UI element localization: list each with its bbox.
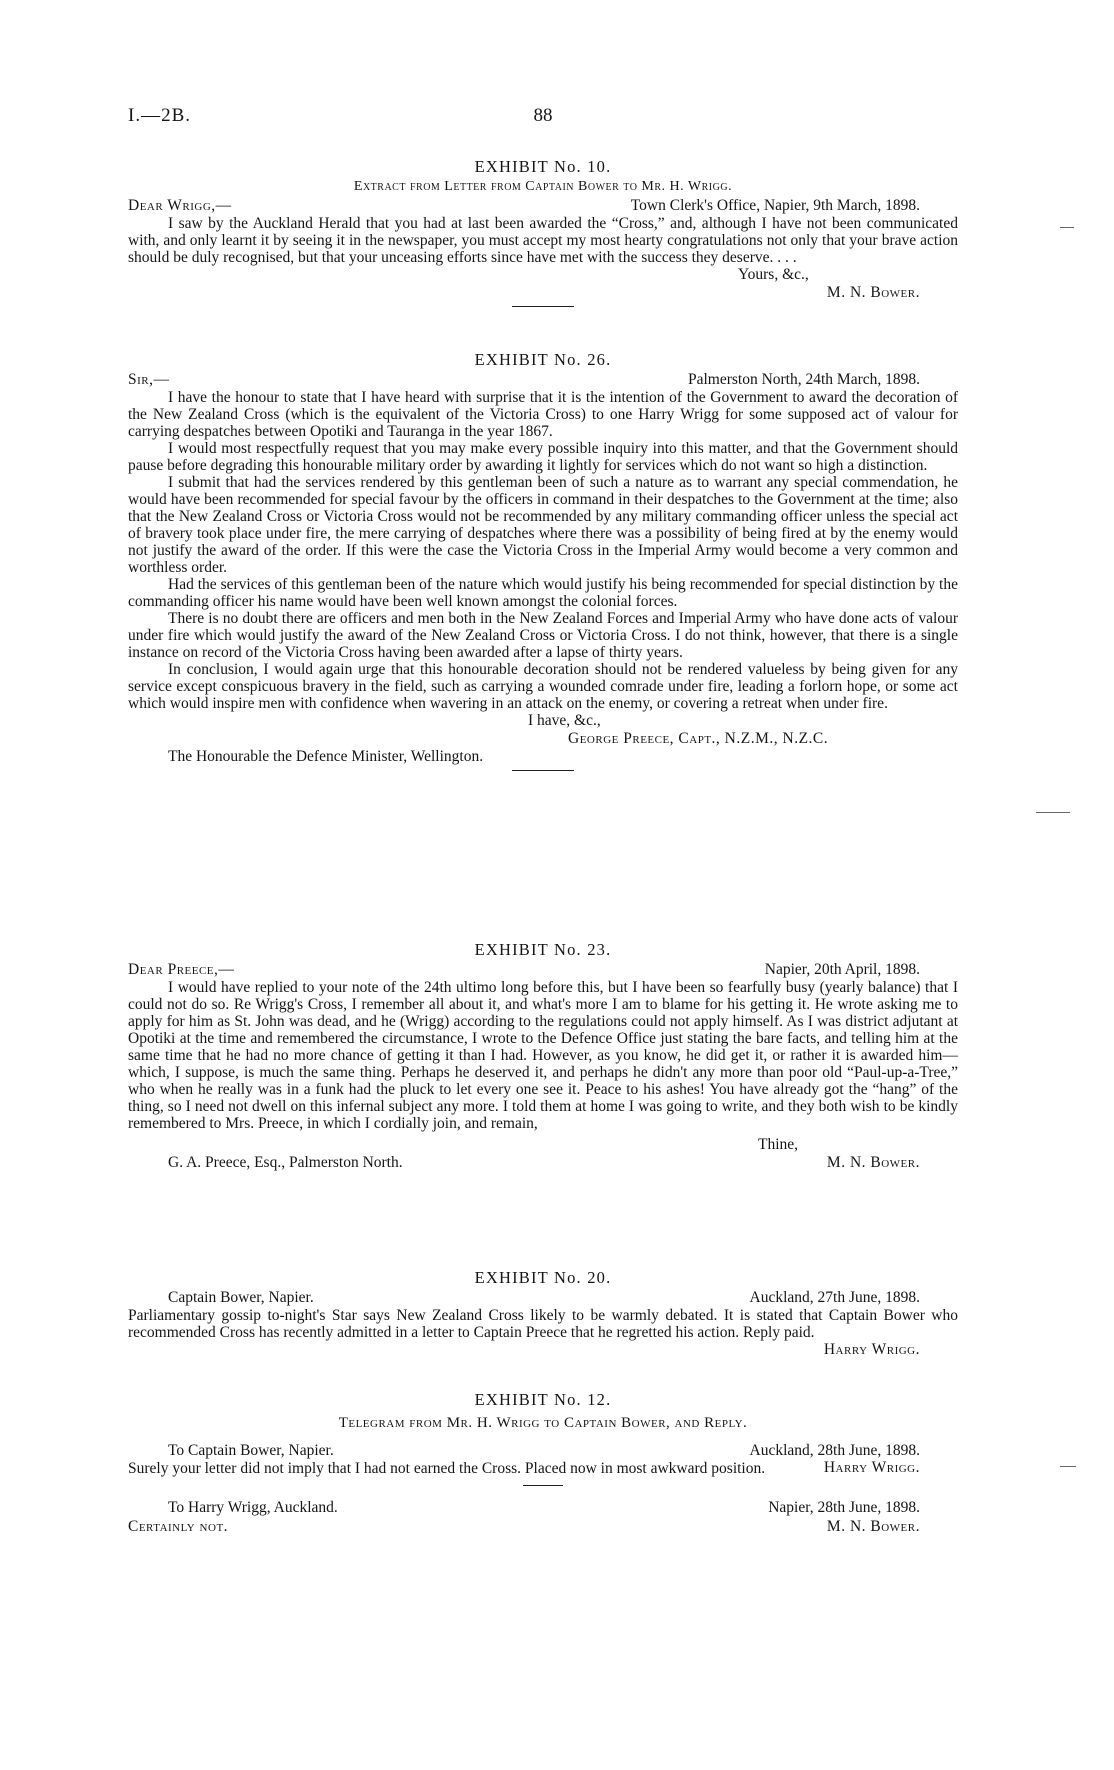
exhibit-10-salutation: Dear Wrigg,— [128, 197, 232, 214]
exhibit-20-title: EXHIBIT No. 20. [474, 1268, 612, 1287]
page-number: 88 [533, 105, 553, 126]
telegram-2-body: Certainly not. [128, 1518, 229, 1535]
exhibit-26-closing: I have, &c., [528, 712, 601, 729]
parliamentary-paper-reference: I.—2B. [128, 105, 191, 126]
exhibit-26-paragraph: I submit that had the services rendered by this gentleman been of such a nature as to warrant any special commendation, he would have been recommended for special favour by the officers in command in their despatches to the Government at the time; also that the New Zealand Cross or Victoria Cross would not be recommended by any military commanding officer unless the special act of bravery took place under fire, the mere carrying of despatches where there was a possibility of being fired at by the enemy would not justify the award of the order. If this were the case the Victoria Cross in the Imperial Army would become a very common and worthless order. [128, 474, 958, 576]
exhibit-26-title: EXHIBIT No. 26. [474, 350, 612, 369]
telegram-2-recipient: To Harry Wrigg, Auckland. [168, 1499, 338, 1516]
exhibit-26-signature: George Preece, Capt., N.Z.M., N.Z.C. [568, 730, 829, 747]
exhibit-26-salutation: Sir,— [128, 371, 170, 388]
separator-rule [512, 770, 574, 771]
exhibit-26-paragraph: I would most respectfully request that you may make every possible inquiry into this matter, and that the Government should pause before degrading this honourable military order by awarding it lightly for services which do not want so high a distinction. [128, 440, 958, 474]
exhibit-23-salutation: Dear Preece,— [128, 961, 235, 978]
margin-mark [1060, 1466, 1076, 1467]
exhibit-12-title: EXHIBIT No. 12. [474, 1390, 612, 1409]
exhibit-10 [128, 157, 958, 307]
telegram-2-place-date: Napier, 28th June, 1898. [768, 1499, 920, 1516]
exhibit-10-title: EXHIBIT No. 10. [474, 157, 612, 176]
exhibit-23-body: I would have replied to your note of the 24th ultimo long before this, but I have been so fearfully busy (yearly balance) that I could not do so. Re Wrigg's Cross, I remember all about it, and what's more I am to blame for his getting it. He wrote asking me to apply for him as St. John was dead, and he (Wrigg) according to the regulations could not apply himself. As I was district adjutant at Opotiki at the time and remembered the circumstance, I wrote to the Defence Office just stating the bare facts, and telling him at the same time that he had no more chance of getting it than I had. However, as you know, he did get it, or rather it is awarded him—which, I suppose, is much the same thing. Perhaps he deserved it, and perhaps he didn't any more than poor old “Paul-up-a-Tree,” who when he really was in a funk had the pluck to let every one see it. Peace to his ashes! You have already got the “hang” of the thing, so I need not dwell on this infernal subject any more. I told them at home I was going to write, and they both wish to be kindly remembered to Mrs. Preece, in which I cordially join, and remain, [128, 979, 958, 1132]
page-header [128, 105, 958, 129]
exhibit-20-body: Parliamentary gossip to-night's Star says New Zealand Cross likely to be warmly debated. It is stated that Captain Bower who recommended Cross has recently admitted in a letter to Captain Preece that he regretted his action. Reply paid. [128, 1307, 958, 1341]
separator-rule [512, 306, 574, 307]
telegram-1-place-date: Auckland, 28th June, 1898. [749, 1442, 920, 1459]
telegram-1-body: Surely your letter did not imply that I had not earned the Cross. Placed now in most awkward position. [128, 1460, 766, 1477]
exhibit-26-paragraph: There is no doubt there are officers and men both in the New Zealand Forces and Imperial Army who have done acts of valour under fire which would justify the award of the New Zealand Cross or Victoria Cross. I do not think, however, that there is a single instance on record of the Victoria Cross having been awarded after a lapse of thirty years. [128, 610, 958, 661]
exhibit-23-place-date: Napier, 20th April, 1898. [764, 961, 920, 978]
telegram-1-signature: Harry Wrigg. [823, 1459, 920, 1476]
telegram-2-signature: M. N. Bower. [826, 1518, 920, 1535]
exhibit-23-title: EXHIBIT No. 23. [474, 940, 612, 959]
exhibit-10-place-date: Town Clerk's Office, Napier, 9th March, 1898. [630, 197, 920, 214]
telegram-1-recipient: To Captain Bower, Napier. [168, 1442, 334, 1459]
exhibit-10-body: I saw by the Auckland Herald that you had at last been awarded the “Cross,” and, although I have not been communicated with, and only learnt it by seeing it in the newspaper, you must accept my most hearty congratulations not only that your brave action should be duly recognised, but that your unceasing efforts since have met with the success they deserve. . . . [128, 215, 958, 266]
separator-rule [523, 1485, 563, 1486]
margin-mark [1060, 227, 1074, 228]
exhibit-12 [128, 1390, 958, 1536]
exhibit-23-closing: Thine, [758, 1136, 799, 1153]
exhibit-20-recipient: Captain Bower, Napier. [168, 1289, 314, 1306]
exhibit-23-signature: M. N. Bower. [826, 1154, 920, 1171]
margin-mark [1036, 812, 1070, 813]
exhibit-26-place-date: Palmerston North, 24th March, 1898. [687, 371, 920, 388]
exhibit-10-signature: M. N. Bower. [826, 284, 920, 301]
exhibit-23 [128, 940, 958, 1172]
exhibit-20-signature: Harry Wrigg. [823, 1341, 920, 1358]
exhibit-26 [128, 350, 958, 771]
exhibit-10-subtitle: Extract from Letter from Captain Bower to Mr. H. Wrigg. [353, 179, 733, 194]
exhibit-20 [128, 1268, 958, 1359]
exhibit-23-addressee: G. A. Preece, Esq., Palmerston North. [168, 1154, 403, 1171]
exhibit-12-subtitle: Telegram from Mr. H. Wrigg to Captain Bower, and Reply. [338, 1415, 748, 1431]
exhibit-10-closing: Yours, &c., [738, 266, 809, 283]
exhibit-26-paragraph: I have the honour to state that I have heard with surprise that it is the intention of the Government to award the decoration of the New Zealand Cross (which is the equivalent of the Victoria Cross) to one Harry Wrigg for some supposed act of valour for carrying despatches between Opotiki and Tauranga in the year 1867. [128, 389, 958, 440]
exhibit-20-place-date: Auckland, 27th June, 1898. [749, 1289, 920, 1306]
exhibit-26-addressee: The Honourable the Defence Minister, Wellington. [168, 748, 484, 765]
exhibit-26-paragraph: In conclusion, I would again urge that this honourable decoration should not be rendered valueless by being given for any service except conspicuous bravery in the field, such as carrying a wounded comrade under fire, leading a forlorn hope, or some act which would inspire men with confidence when wavering in an attack on the enemy, or covering a retreat when under fire. [128, 661, 958, 712]
exhibit-26-paragraph: Had the services of this gentleman been of the nature which would justify his being recommended for special distinction by the commanding officer his name would have been well known amongst the colonial forces. [128, 576, 958, 610]
